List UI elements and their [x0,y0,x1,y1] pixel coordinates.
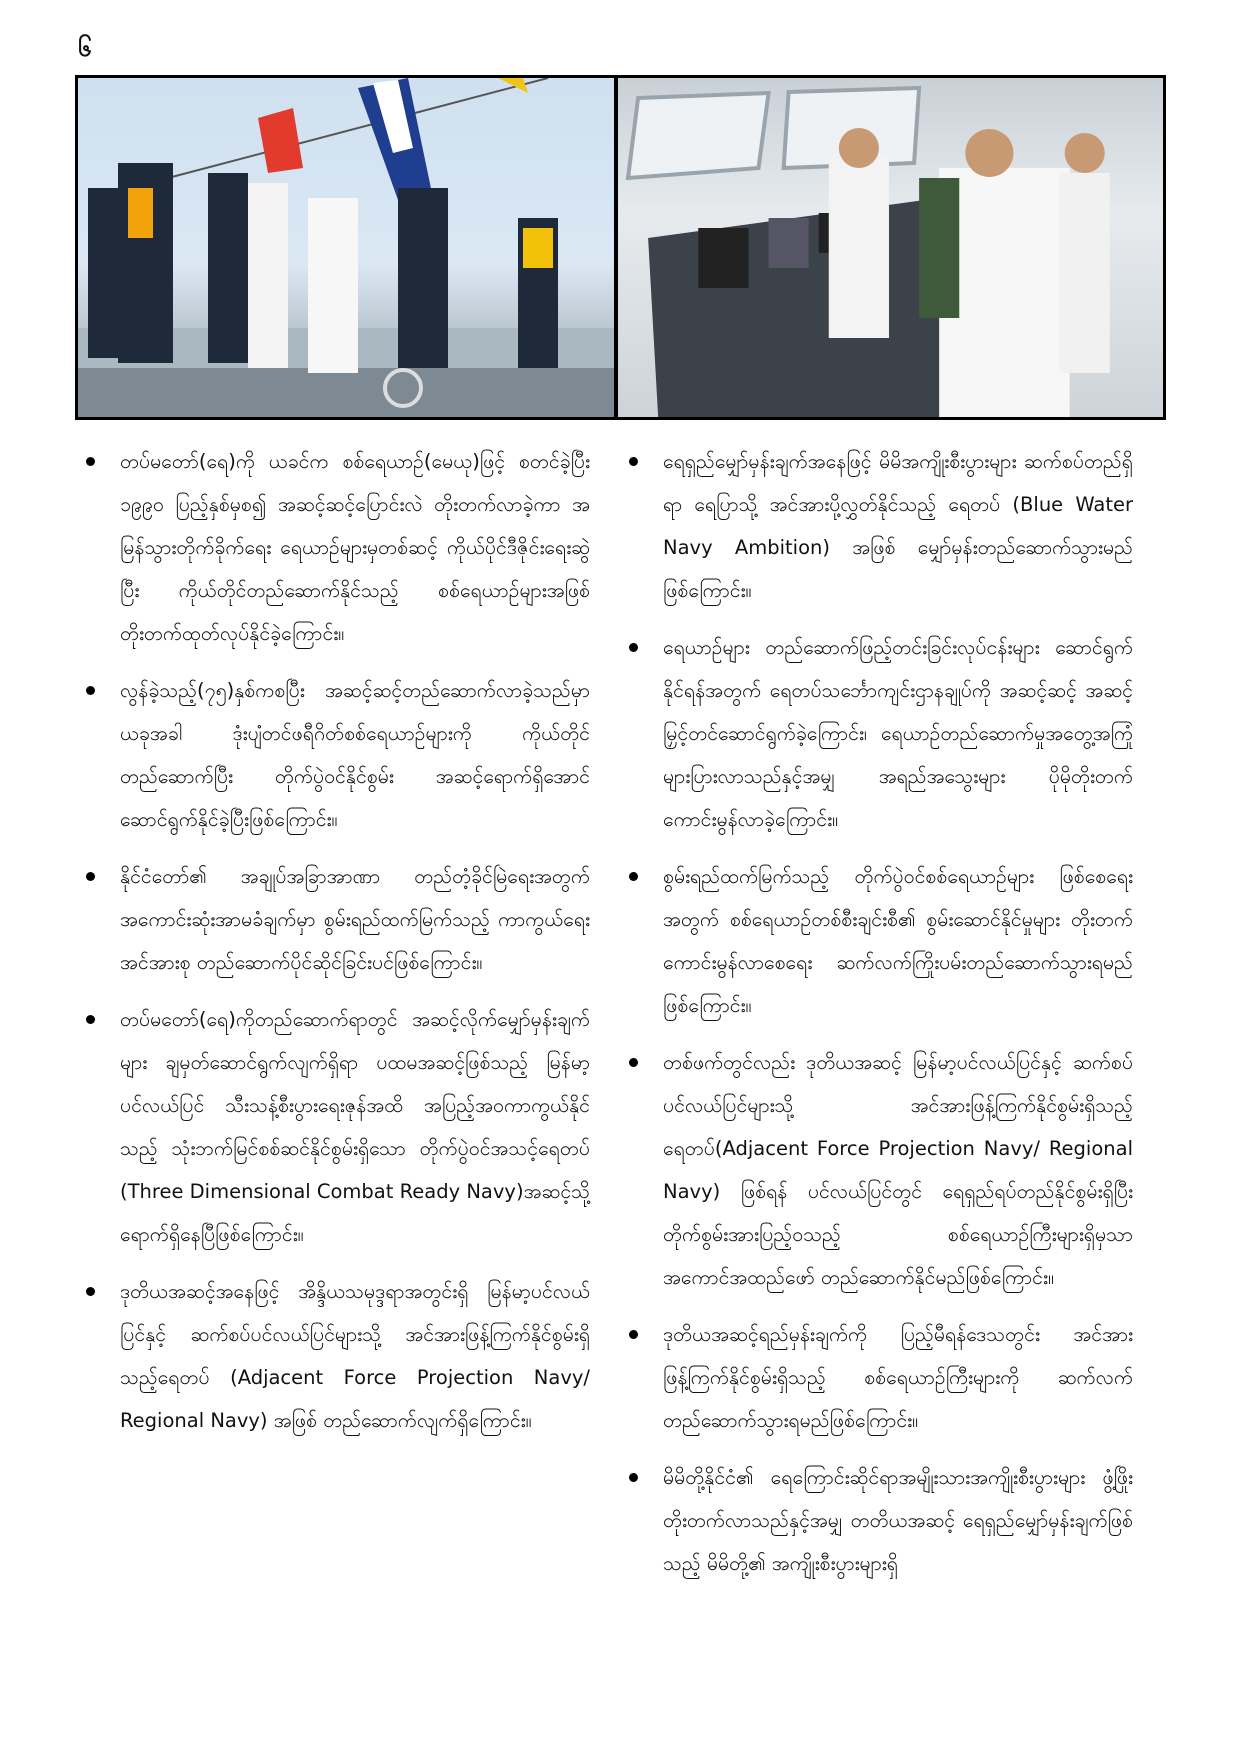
photo-strip [75,75,1166,420]
list-item-text: ဒုတိယအဆင့်အနေဖြင့် အိန္ဒိယသမုဒ္ဒရာအတွင်းရှိ မြန်မာ့ပင်လယ်ပြင်နှင့် ဆက်စပ်ပင်လယ်ပြင်များသို့ အင်အားဖြန့်ကြက်နိုင်စွမ်းရှိသည့်ရေတပ် (Adjacent Force Projection Navy/ Regional Navy) အဖြစ် တည်ဆောက်လျက်ရှိကြောင်း။ [120,1280,590,1432]
list-item-text: တပ်မတော်(ရေ)ကိုတည်ဆောက်ရာတွင် အဆင့်လိုက်မျှော်မှန်းချက်များ ချမှတ်ဆောင်ရွက်လျက်ရှိရာ ပထမအဆင့်ဖြစ်သည့် မြန်မာ့ပင်လယ်ပြင် သီးသန့်စီးပွားရေးဇုန်အထိ အပြည့်အဝကာကွယ်နိုင်သည့် သုံးဘက်မြင်စစ်ဆင်နိုင်စွမ်းရှိသော တိုက်ပွဲဝင်အသင့်ရေတပ် (Three Dimensional Combat Ready Navy)အဆင့်သို့ ရောက်ရှိနေပြီဖြစ်ကြောင်း။ [120,1008,590,1246]
list-item-text: ရေရှည်မျှော်မှန်းချက်အနေဖြင့် မိမိအကျိုးစီးပွားများ ဆက်စပ်တည်ရှိရာ ရေပြာသို့ အင်အားပို့လွှတ်နိုင်သည့် ရေတပ် (Blue Water Navy Ambition) အဖြစ် မျှော်မှန်းတည်ဆောက်သွားမည်ဖြစ်ကြောင်း။ [663,450,1133,602]
bullet-icon [629,1473,638,1482]
bullet-icon [629,1058,638,1067]
bullet-icon [86,1287,95,1296]
list-item [90,998,590,1256]
ship-bridge-photo-illustration [618,78,1163,417]
bullet-icon [629,872,638,881]
right-column [633,440,1133,1599]
bullet-icon [86,872,95,881]
list-item-text: ဒုတိယအဆင့်ရည်မှန်းချက်ကို ပြည့်မီရန်ဒေသတွင်း အင်အားဖြန့်ကြက်နိုင်စွမ်းရှိသည့် စစ်ရေယာဉ်ကြီးများကို ဆက်လက်တည်ဆောက်သွားရမည်ဖြစ်ကြောင်း။ [663,1323,1133,1432]
list-item [633,855,1133,1027]
bullet-icon [629,1330,638,1339]
bullet-icon [86,1015,95,1024]
list-item-text: တစ်ဖက်တွင်လည်း ဒုတိယအဆင့် မြန်မာ့ပင်လယ်ပြင်နှင့် ဆက်စပ်ပင်လယ်ပြင်များသို့ အင်အားဖြန့်ကြက်နိုင်စွမ်းရှိသည့် ရေတပ်(Adjacent Force Projection Navy/ Regional Navy) ဖြစ်ရန် ပင်လယ်ပြင်တွင် ရေရှည်ရပ်တည်နိုင်စွမ်းရှိပြီး တိုက်စွမ်းအားပြည့်ဝသည့် စစ်ရေယာဉ်ကြီးများရှိမှသာ အကောင်အထည်ဖော် တည်ဆောက်နိုင်မည်ဖြစ်ကြောင်း။ [663,1051,1133,1289]
list-item-text: မိမိတို့နိုင်ငံ၏ ရေကြောင်းဆိုင်ရာအမျိုးသားအကျိုးစီးပွားများ ဖွံ့ဖြိုးတိုးတက်လာသည်နှင့်အမျှ တတိယအဆင့် ရေရှည်မျှော်မှန်းချက်ဖြစ်သည့် မိမိတို့၏ အကျိုးစီးပွားများရှိ [663,1466,1133,1575]
list-item [90,440,590,655]
list-item [633,1456,1133,1585]
ceremony-photo-illustration [78,78,614,417]
bullet-icon [629,457,638,466]
bullet-icon [86,457,95,466]
left-column [90,440,590,1456]
list-item [633,440,1133,612]
list-item [90,1270,590,1442]
ceremony-photo [78,78,614,417]
list-item [90,669,590,841]
bullet-icon [86,686,95,695]
list-item [90,855,590,984]
list-item-text: တပ်မတော်(ရေ)ကို ယခင်က စစ်ရေယာဉ်(မေယု)ဖြင့် စတင်ခဲ့ပြီး ၁၉၉၀ ပြည့်နှစ်မှစ၍ အဆင့်ဆင့်ပြောင်းလဲ တိုးတက်လာခဲ့ကာ အမြန်သွားတိုက်ခိုက်ရေး ရေယာဉ်များမှတစ်ဆင့် ကိုယ်ပိုင်ဒီဇိုင်းရေးဆွဲပြီး ကိုယ်တိုင်တည်ဆောက်နိုင်သည့် စစ်ရေယာဉ်များအဖြစ် တိုးတက်ထုတ်လုပ်နိုင်ခဲ့ကြောင်း။ [120,450,590,645]
page-number: ၆ [78,34,92,62]
list-item-text: စွမ်းရည်ထက်မြက်သည့် တိုက်ပွဲဝင်စစ်ရေယာဉ်များ ဖြစ်စေရေးအတွက် စစ်ရေယာဉ်တစ်စီးချင်းစီ၏ စွမ်းဆောင်နိုင်မှုများ တိုးတက်ကောင်းမွန်လာစေရေး ဆက်လက်ကြိုးပမ်းတည်ဆောက်သွားရမည်ဖြစ်ကြောင်း။ [663,865,1133,1017]
bullet-icon [629,643,638,652]
ship-bridge-photo [618,78,1163,417]
list-item-text: လွန်ခဲ့သည့်(၇၅)နှစ်ကစပြီး အဆင့်ဆင့်တည်ဆောက်လာခဲ့သည်မှာ ယခုအခါ ဒုံးပျံတင်ဖရီဂိတ်စစ်ရေယာဉ်များကို ကိုယ်တိုင်တည်ဆောက်ပြီး တိုက်ပွဲဝင်နိုင်စွမ်း အဆင့်ရောက်ရှိအောင် ဆောင်ရွက်နိုင်ခဲ့ပြီးဖြစ်ကြောင်း။ [120,679,590,831]
list-item [633,1313,1133,1442]
list-item-text: ရေယာဉ်များ တည်ဆောက်ဖြည့်တင်းခြင်းလုပ်ငန်းများ ဆောင်ရွက်နိုင်ရန်အတွက် ရေတပ်သင်္ဘောကျင်းဌာနချုပ်ကို အဆင့်ဆင့် အဆင့်မြှင့်တင်ဆောင်ရွက်ခဲ့ကြောင်း၊ ရေယာဉ်တည်ဆောက်မှုအတွေ့အကြုံ များပြားလာသည်နှင့်အမျှ အရည်အသွေးများ ပိုမိုတိုးတက်ကောင်းမွန်လာခဲ့ကြောင်း။ [663,636,1133,831]
list-item-text: နိုင်ငံတော်၏ အချုပ်အခြာအာဏာ တည်တံ့ခိုင်မြဲရေးအတွက် အကောင်းဆုံးအာမခံချက်မှာ စွမ်းရည်ထက်မြက်သည့် ကာကွယ်ရေးအင်အားစု တည်ဆောက်ပိုင်ဆိုင်ခြင်းပင်ဖြစ်ကြောင်း။ [120,865,590,974]
list-item [633,626,1133,841]
list-item [633,1041,1133,1299]
